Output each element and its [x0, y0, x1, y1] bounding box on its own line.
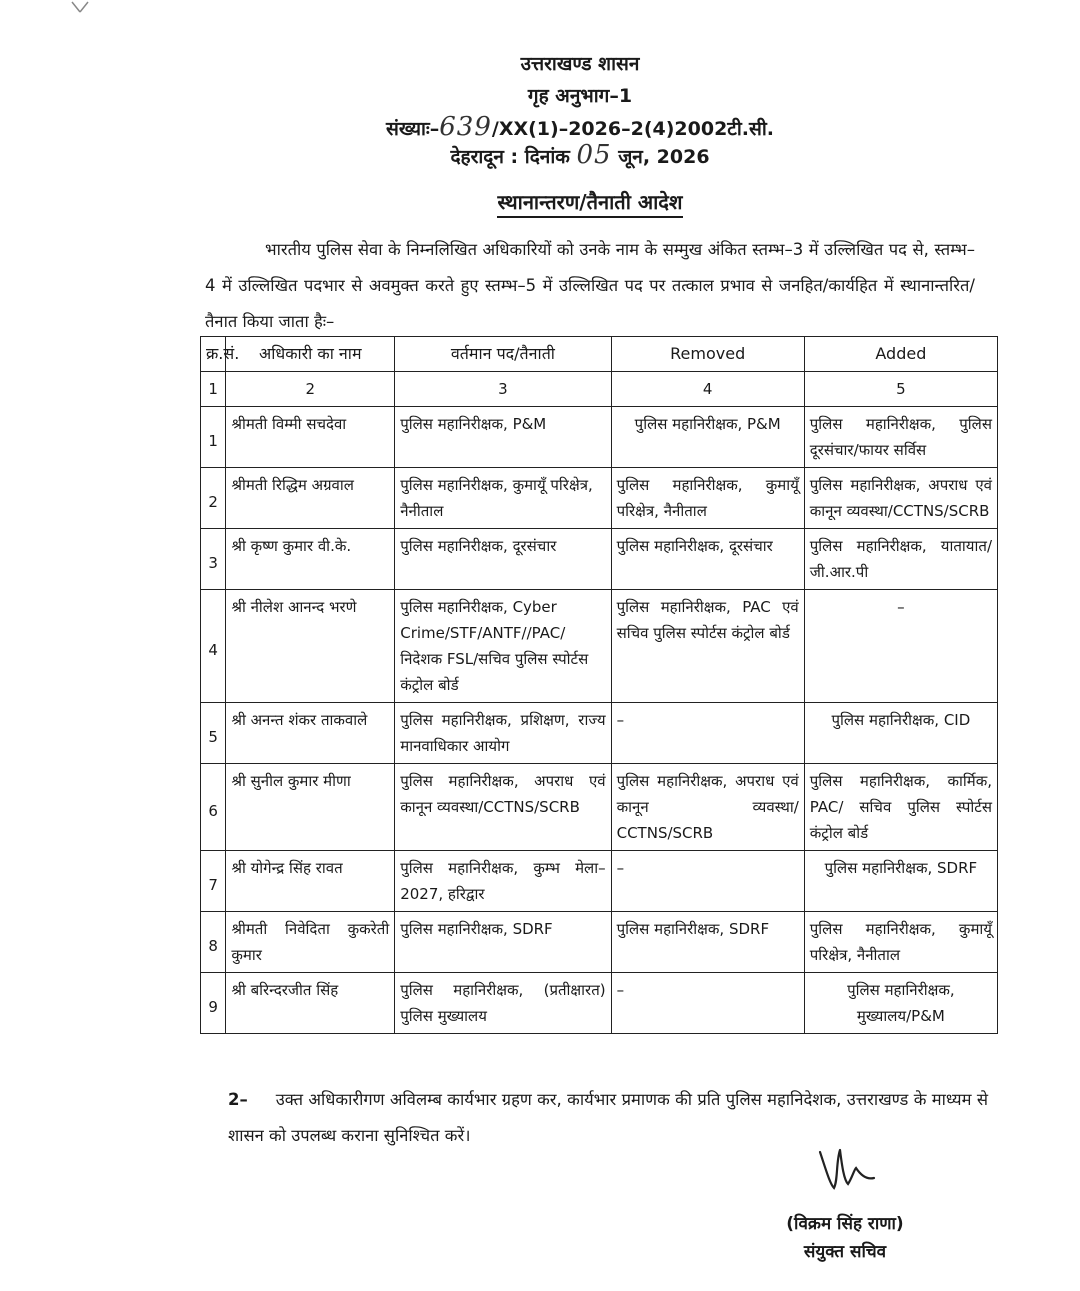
column-number: 1 — [201, 372, 226, 407]
table-row — [201, 912, 998, 973]
removed-cell: – — [611, 851, 804, 912]
current-post-cell: पुलिस महानिरीक्षक, (प्रतीक्षारत) पुलिस मुख्यालय — [395, 973, 611, 1034]
reference-suffix: /XX(1)–2026–2(4)2002टी.सी. — [491, 118, 774, 140]
table-row — [201, 407, 998, 468]
removed-cell: – — [611, 973, 804, 1034]
current-post-cell: पुलिस महानिरीक्षक, SDRF — [395, 912, 611, 973]
serial-cell: 9 — [201, 973, 226, 1034]
added-cell: – — [804, 590, 997, 703]
current-post-cell: पुलिस महानिरीक्षक, कुमायूँ परिक्षेत्र, नैनीताल — [395, 468, 611, 529]
header-officer-name: अधिकारी का नाम — [226, 337, 395, 372]
current-post-cell: पुलिस महानिरीक्षक, P&M — [395, 407, 611, 468]
serial-cell: 2 — [201, 468, 226, 529]
added-cell: पुलिस महानिरीक्षक, कुमायूँ परिक्षेत्र, नैनीताल — [804, 912, 997, 973]
serial-cell: 3 — [201, 529, 226, 590]
department-name: गृह अनुभाग–1 — [527, 85, 633, 107]
closing-paragraph-text: उक्त अधिकारीगण अविलम्ब कार्यभार ग्रहण कर, कार्यभार प्रमाणक की प्रति पुलिस महानिदेशक, उत्तराखण्ड के माध्यम से शासन को उपलब्ध कराना सुनिश्चित करें। — [228, 1090, 988, 1145]
added-cell: पुलिस महानिरीक्षक, CID — [804, 703, 997, 764]
table-row — [201, 703, 998, 764]
column-number: 2 — [226, 372, 395, 407]
serial-cell: 1 — [201, 407, 226, 468]
intro-paragraph: भारतीय पुलिस सेवा के निम्नलिखित अधिकारियों को उनके नाम के सम्मुख अंकित स्तम्भ–3 में उल्लिखित पद से, स्तम्भ–4 में उल्लिखित पदभार से अवमुक्त करते हुए स्तम्भ–5 में उल्लिखित पद पर तत्काल प्रभाव से जनहित/कार्यहित में स्थानान्तरित/तैनात किया जाता हैः– — [205, 240, 975, 331]
column-number: 5 — [804, 372, 997, 407]
header-added: Added — [804, 337, 997, 372]
current-post-cell: पुलिस महानिरीक्षक, कुम्भ मेला–2027, हरिद्वार — [395, 851, 611, 912]
table-row — [201, 529, 998, 590]
added-cell: पुलिस महानिरीक्षक, पुलिस दूरसंचार/फायर सर्विस — [804, 407, 997, 468]
table-row — [201, 590, 998, 703]
reference-number — [40, 112, 1080, 142]
reference-prefix: संख्याः– — [386, 118, 440, 140]
table-row — [201, 764, 998, 851]
current-post-cell: पुलिस महानिरीक्षक, Cyber Crime/STF/ANTF//PAC/ निदेशक FSL/सचिव पुलिस स्पोर्टस कंट्रोल बोर्ड — [395, 590, 611, 703]
removed-cell: पुलिस महानिरीक्षक, PAC एवं सचिव पुलिस स्पोर्टस कंट्रोल बोर्ड — [611, 590, 804, 703]
date-prefix: देहरादून : दिनांक — [450, 146, 570, 168]
signatory-name: (विक्रम सिंह राणा) — [786, 1214, 904, 1234]
serial-cell: 7 — [201, 851, 226, 912]
added-cell: पुलिस महानिरीक्षक, यातायात/जी.आर.पी — [804, 529, 997, 590]
officer-name-cell: श्री नीलेश आनन्द भरणे — [226, 590, 395, 703]
signatory-block — [760, 1210, 930, 1266]
officer-name-cell: श्रीमती विम्मी सचदेवा — [226, 407, 395, 468]
officer-name-cell: श्री बरिन्दरजीत सिंह — [226, 973, 395, 1034]
corner-mark-icon — [70, 0, 90, 14]
officer-name-cell: श्री अनन्त शंकर ताकवाले — [226, 703, 395, 764]
removed-cell: पुलिस महानिरीक्षक, दूरसंचार — [611, 529, 804, 590]
date-suffix: जून, 2026 — [618, 146, 710, 168]
header-serial: क्र.सं. — [201, 337, 226, 372]
current-post-cell: पुलिस महानिरीक्षक, अपराध एवं कानून व्यवस्था/CCTNS/SCRB — [395, 764, 611, 851]
transfer-table — [200, 336, 998, 1034]
serial-cell: 4 — [201, 590, 226, 703]
table-row — [201, 973, 998, 1034]
signature-icon — [812, 1140, 892, 1200]
removed-cell: पुलिस महानिरीक्षक, P&M — [611, 407, 804, 468]
removed-cell: पुलिस महानिरीक्षक, SDRF — [611, 912, 804, 973]
reference-handwritten-number: 639 — [439, 112, 492, 142]
column-number-row — [201, 372, 998, 407]
added-cell: पुलिस महानिरीक्षक, अपराध एवं कानून व्यवस्था/CCTNS/SCRB — [804, 468, 997, 529]
officer-name-cell: श्री कृष्ण कुमार वी.के. — [226, 529, 395, 590]
serial-cell: 5 — [201, 703, 226, 764]
removed-cell: पुलिस महानिरीक्षक, कुमायूँ परिक्षेत्र, नैनीताल — [611, 468, 804, 529]
issue-date — [40, 140, 1080, 170]
officer-name-cell: श्री सुनील कुमार मीणा — [226, 764, 395, 851]
table-row — [201, 851, 998, 912]
officer-name-cell: श्रीमती निवेदिता कुकरेती कुमार — [226, 912, 395, 973]
added-cell: पुलिस महानिरीक्षक, कार्मिक, PAC/ सचिव पुलिस स्पोर्टस कंट्रोल बोर्ड — [804, 764, 997, 851]
header-current-post: वर्तमान पद/तैनाती — [395, 337, 611, 372]
current-post-cell: पुलिस महानिरीक्षक, दूरसंचार — [395, 529, 611, 590]
removed-cell: पुलिस महानिरीक्षक, अपराध एवं कानून व्यवस्था/ CCTNS/SCRB — [611, 764, 804, 851]
serial-cell: 6 — [201, 764, 226, 851]
table-row — [201, 468, 998, 529]
government-name: उत्तराखण्ड शासन — [520, 53, 640, 75]
column-number: 4 — [611, 372, 804, 407]
column-number: 3 — [395, 372, 611, 407]
added-cell: पुलिस महानिरीक्षक, मुख्यालय/P&M — [804, 973, 997, 1034]
order-title: स्थानान्तरण/तैनाती आदेश — [0, 188, 1080, 215]
signatory-designation: संयुक्त सचिव — [803, 1242, 887, 1262]
table-header-row — [201, 337, 998, 372]
officer-name-cell: श्री योगेन्द्र सिंह रावत — [226, 851, 395, 912]
header-removed: Removed — [611, 337, 804, 372]
current-post-cell: पुलिस महानिरीक्षक, प्रशिक्षण, राज्य मानवाधिकार आयोग — [395, 703, 611, 764]
paragraph-number: 2– — [228, 1090, 248, 1109]
added-cell: पुलिस महानिरीक्षक, SDRF — [804, 851, 997, 912]
date-handwritten-day: 05 — [576, 140, 612, 170]
officer-name-cell: श्रीमती रिद्धिम अग्रवाल — [226, 468, 395, 529]
removed-cell: – — [611, 703, 804, 764]
serial-cell: 8 — [201, 912, 226, 973]
